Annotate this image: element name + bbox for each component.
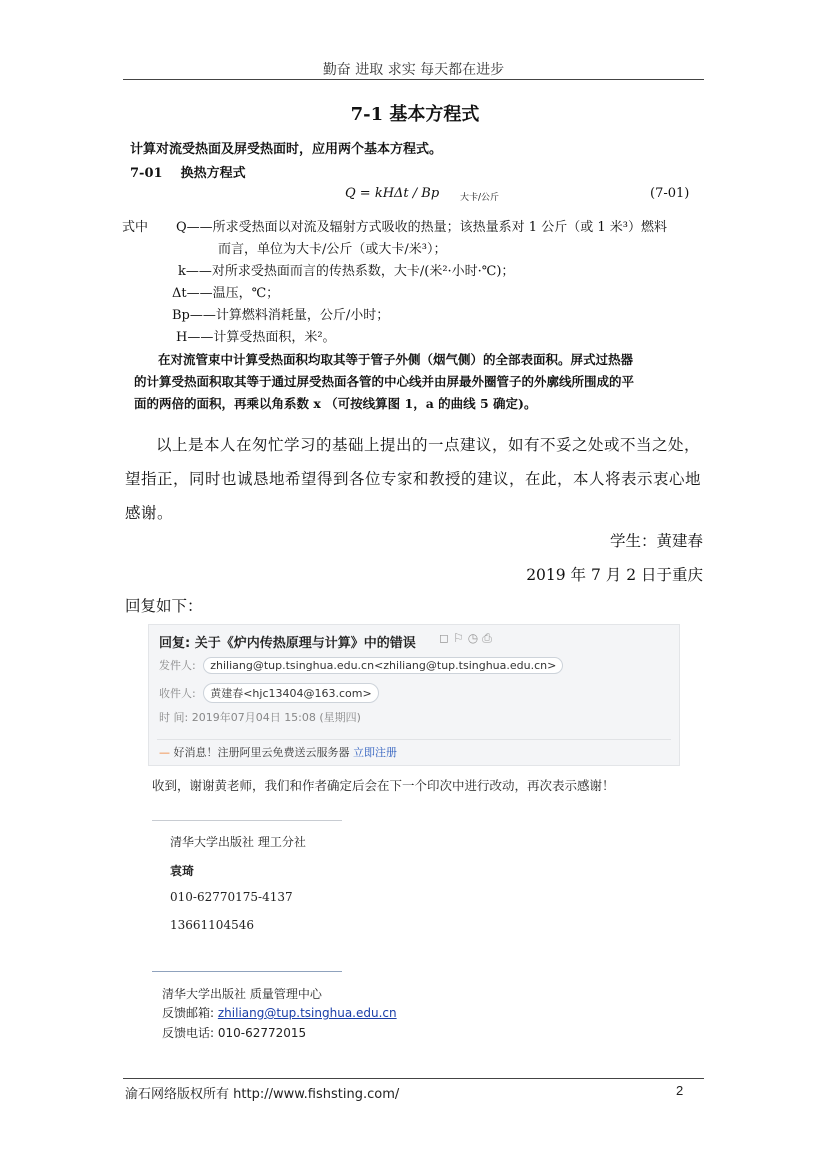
- definition-h: H——计算受热面积，米²。: [176, 330, 336, 345]
- definition-q: Q——所求受热面以对流及辐射方式吸收的热量；该热量系对 1 公斤（或 1 米³）燃料: [176, 220, 667, 235]
- email-divider: [157, 739, 671, 740]
- from-chip[interactable]: zhiliang@tup.tsinghua.edu.cn<zhiliang@tup.tsinghua.edu.cn>: [203, 657, 563, 674]
- from-label: 发件人:: [159, 659, 196, 672]
- body-paragraph: 以上是本人在匆忙学习的基础上提出的一点建议，如有不妥之处或不当之处，望指正，同时也诚恳地希望得到各位专家和教授的建议，在此，本人将表示衷心地感谢。: [125, 436, 702, 522]
- footer-rule: [123, 1078, 704, 1079]
- email-to-row: [159, 683, 379, 703]
- feedback-email-row: [162, 1004, 397, 1021]
- scan-paragraph-line-3: 面的两倍的面积，再乘以角系数 x （可按线算图 1，a 的曲线 5 确定)。: [134, 396, 537, 411]
- scan-paragraph-line-1: 在对流管束中计算受热面积均取其等于管子外侧（烟气侧）的全部表面积。屏式过热器: [158, 352, 634, 367]
- scan-paragraph-line-2: 的计算受热面积取其等于通过屏受热面各管的中心线并由屏最外圈管子的外廓线所围成的平: [134, 374, 635, 389]
- ad-register-link[interactable]: 立即注册: [353, 746, 397, 759]
- email-ad: [159, 744, 397, 760]
- to-chip[interactable]: 黄建春<hjc13404@163.com>: [203, 683, 379, 703]
- page-header: 勤奋 进取 求实 每天都在进步: [322, 62, 505, 78]
- subheading-text: 换热方程式: [180, 166, 246, 181]
- footer-copyright: 渝石网络版权所有 http://www.fishsting.com/: [125, 1087, 400, 1102]
- definition-delta-t: Δt——温压，℃；: [172, 286, 280, 301]
- email-toolbar: [439, 631, 496, 646]
- subheading-number: 7-01: [130, 166, 163, 181]
- header-rule: [123, 79, 704, 80]
- reply-thanks: 收到，谢谢黄老师，我们和作者确定后会在下一个印次中进行改动，再次表示感谢！: [152, 778, 615, 793]
- signature: 学生：黄建春: [609, 532, 703, 550]
- feedback-phone-label: 反馈电话:: [162, 1026, 215, 1040]
- reply-label: 回复如下：: [125, 597, 203, 615]
- to-label: 收件人:: [159, 687, 196, 700]
- email-from-row: [159, 657, 563, 674]
- flag-icon[interactable]: ⚐: [452, 631, 468, 645]
- bookmark-icon[interactable]: ◻: [439, 631, 453, 645]
- signature-org: 清华大学出版社 理工分社: [170, 835, 306, 849]
- definition-q-cont: 而言，单位为大卡/公斤（或大卡/米³）；: [218, 242, 447, 257]
- page-number: 2: [676, 1083, 684, 1098]
- signature-phone-1: 010-62770175-4137: [170, 890, 293, 904]
- time-value: 2019年07月04日 15:08 (星期四): [191, 711, 361, 724]
- signature-rule: [152, 820, 342, 821]
- email-subject: 回复: 关于《炉内传热原理与计算》中的错误: [159, 636, 416, 651]
- equation-unit: 大卡/公斤: [460, 193, 500, 203]
- definition-k: k——对所求受热面而言的传热系数，大卡/(米²·小时·℃)；: [178, 264, 515, 279]
- section-title: 7-1 基本方程式: [350, 104, 480, 125]
- feedback-phone-value: 010-62772015: [217, 1026, 307, 1040]
- ad-dash-icon: —: [159, 746, 170, 759]
- signature-name: 袁琦: [170, 864, 195, 878]
- date-place: 2019 年 7 月 2 日于重庆: [526, 566, 703, 584]
- time-label: 时 间:: [159, 711, 189, 724]
- signature-phone-2: 13661104546: [170, 918, 254, 932]
- subheading: [130, 162, 246, 181]
- feedback-email-label: 反馈邮箱:: [162, 1006, 215, 1020]
- print-icon[interactable]: ⎙: [482, 631, 496, 645]
- equation: Q = kHΔt / Bp: [345, 186, 440, 201]
- ad-text: 好消息！注册阿里云免费送云服务器: [173, 746, 350, 759]
- quality-center: 清华大学出版社 质量管理中心: [162, 987, 322, 1001]
- signature-rule-2: [152, 971, 342, 972]
- email-screenshot: [148, 624, 680, 766]
- feedback-phone-row: [162, 1024, 306, 1041]
- email-time-row: [159, 709, 361, 725]
- equation-number: (7-01): [650, 186, 690, 201]
- definition-prefix: 式中: [122, 220, 149, 235]
- feedback-email-link[interactable]: zhiliang@tup.tsinghua.edu.cn: [217, 1006, 397, 1020]
- clock-icon[interactable]: ◷: [467, 631, 483, 645]
- definition-bp: Bp——计算燃料消耗量，公斤/小时；: [172, 308, 390, 323]
- scanned-textbook-excerpt: [120, 92, 710, 412]
- intro-line: 计算对流受热面及屏受热面时，应用两个基本方程式。: [130, 142, 443, 157]
